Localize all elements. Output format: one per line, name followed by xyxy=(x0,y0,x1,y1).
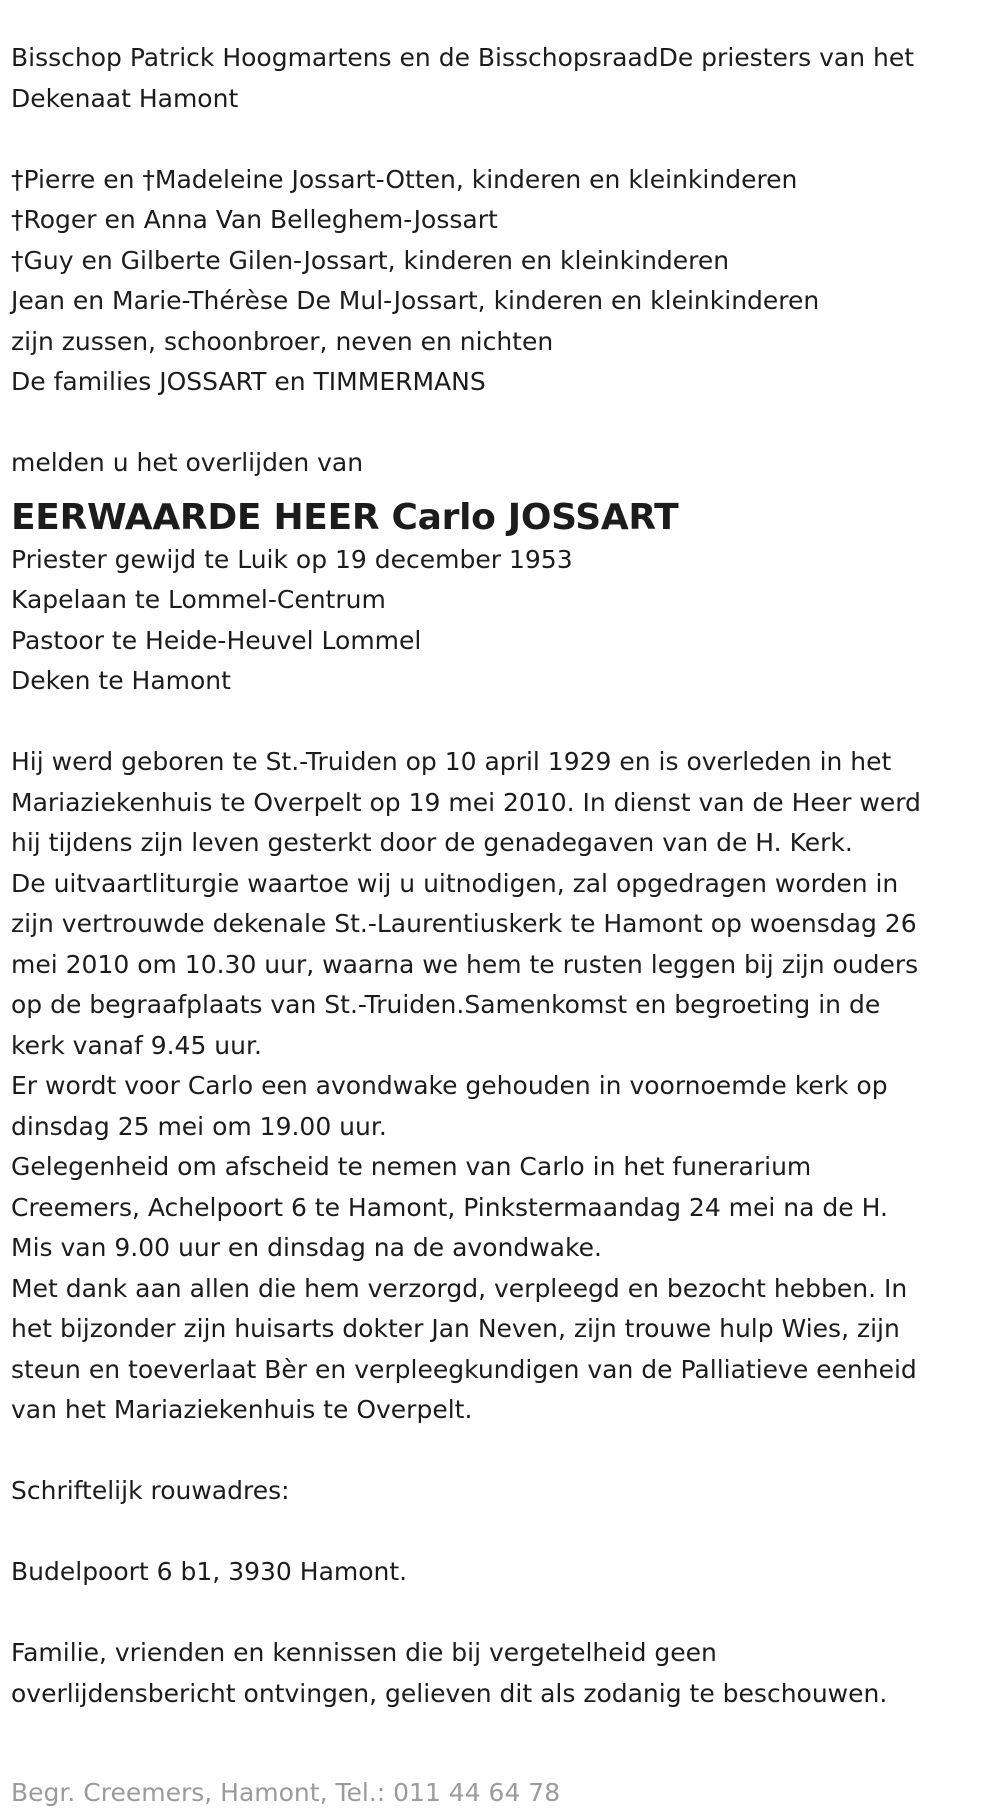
body-line: steun en toeverlaat Bèr en verpleegkundigen van de Palliatieve eenheid xyxy=(11,1354,917,1384)
deceased-title-line: Pastoor te Heide-Heuvel Lommel xyxy=(11,625,422,655)
deceased-title-line: Deken te Hamont xyxy=(11,666,231,695)
announcement-body xyxy=(11,742,991,1714)
body-line: kerk vanaf 9.45 uur. xyxy=(11,1030,262,1060)
body-line: Familie, vrienden en kennissen die bij vergetelheid geen xyxy=(11,1638,717,1667)
mourners-line: Bisschop Patrick Hoogmartens en de BisschopsraadDe priesters van het xyxy=(11,43,915,72)
body-line: hij tijdens zijn leven gesterkt door de genadegaven van de H. Kerk. xyxy=(11,828,853,857)
body-line: Creemers, Achelpoort 6 te Hamont, Pinkstermaandag 24 mei na de H. xyxy=(11,1192,888,1222)
body-line: op de begraafplaats van St.-Truiden.Samenkomst en begroeting in de xyxy=(11,990,881,1019)
spacer xyxy=(11,1593,991,1634)
body-line: Er wordt voor Carlo een avondwake gehouden in voornoemde kerk op xyxy=(11,1071,888,1100)
spacer xyxy=(11,702,991,743)
deceased-title-line: Kapelaan te Lommel-Centrum xyxy=(11,585,386,614)
body-line: van het Mariaziekenhuis te Overpelt. xyxy=(11,1395,473,1424)
body-line: De uitvaartliturgie waartoe wij u uitnodigen, zal opgedragen worden in xyxy=(11,868,899,898)
spacer xyxy=(11,1431,991,1472)
mourners-line: †Guy en Gilberte Gilen-Jossart, kinderen en kleinkinderen xyxy=(11,245,730,275)
mourners-section xyxy=(11,38,991,484)
body-line: overlijdensbericht ontvingen, gelieven dit als zodanig te beschouwen. xyxy=(11,1678,888,1708)
body-line: Met dank aan allen die hem verzorgd, verpleegd en bezocht hebben. In xyxy=(11,1273,908,1303)
body-line: dinsdag 25 mei om 19.00 uur. xyxy=(11,1111,387,1141)
mourners-line: zijn zussen, schoonbroer, neven en nichten xyxy=(11,326,554,356)
spacer xyxy=(11,119,991,160)
body-line: Mis van 9.00 uur en dinsdag na de avondwake. xyxy=(11,1233,602,1262)
body-line: Gelegenheid om afscheid te nemen van Carlo in het funerarium xyxy=(11,1152,812,1181)
body-line: zijn vertrouwde dekenale St.-Laurentiuskerk te Hamont op woensdag 26 xyxy=(11,909,917,938)
mourners-line: De families JOSSART en TIMMERMANS xyxy=(11,367,486,396)
mourning-address: Budelpoort 6 b1, 3930 Hamont. xyxy=(11,1557,408,1586)
spacer xyxy=(11,1512,991,1553)
body-line: mei 2010 om 10.30 uur, waarna we hem te rusten leggen bij zijn ouders xyxy=(11,949,919,979)
mourners-line: Dekenaat Hamont xyxy=(11,83,239,113)
mourners-line: †Pierre en †Madeleine Jossart-Otten, kinderen en kleinkinderen xyxy=(11,164,798,194)
body-line: Mariaziekenhuis te Overpelt op 19 mei 2010. In dienst van de Heer werd xyxy=(11,787,921,817)
mourners-line: Jean en Marie-Thérèse De Mul-Jossart, kinderen en kleinkinderen xyxy=(11,286,820,315)
mourners-line: †Roger en Anna Van Belleghem-Jossart xyxy=(11,205,498,234)
spacer xyxy=(11,403,991,444)
deceased-titles xyxy=(11,540,991,702)
body-line: het bijzonder zijn huisarts dokter Jan Neven, zijn trouwe hulp Wies, zijn xyxy=(11,1314,900,1343)
funeral-home-footer: Begr. Creemers, Hamont, Tel.: 011 44 64 78 xyxy=(11,1778,561,1807)
announcement-intro: melden u het overlijden van xyxy=(11,448,364,477)
deceased-title-line: Priester gewijd te Luik op 19 december 1953 xyxy=(11,544,573,574)
body-line: Hij werd geboren te St.-Truiden op 10 april 1929 en is overleden in het xyxy=(11,747,892,776)
mourning-address-label: Schriftelijk rouwadres: xyxy=(11,1476,290,1505)
deceased-name: EERWAARDE HEER Carlo JOSSART xyxy=(11,496,679,538)
obituary-notice xyxy=(11,38,991,1714)
